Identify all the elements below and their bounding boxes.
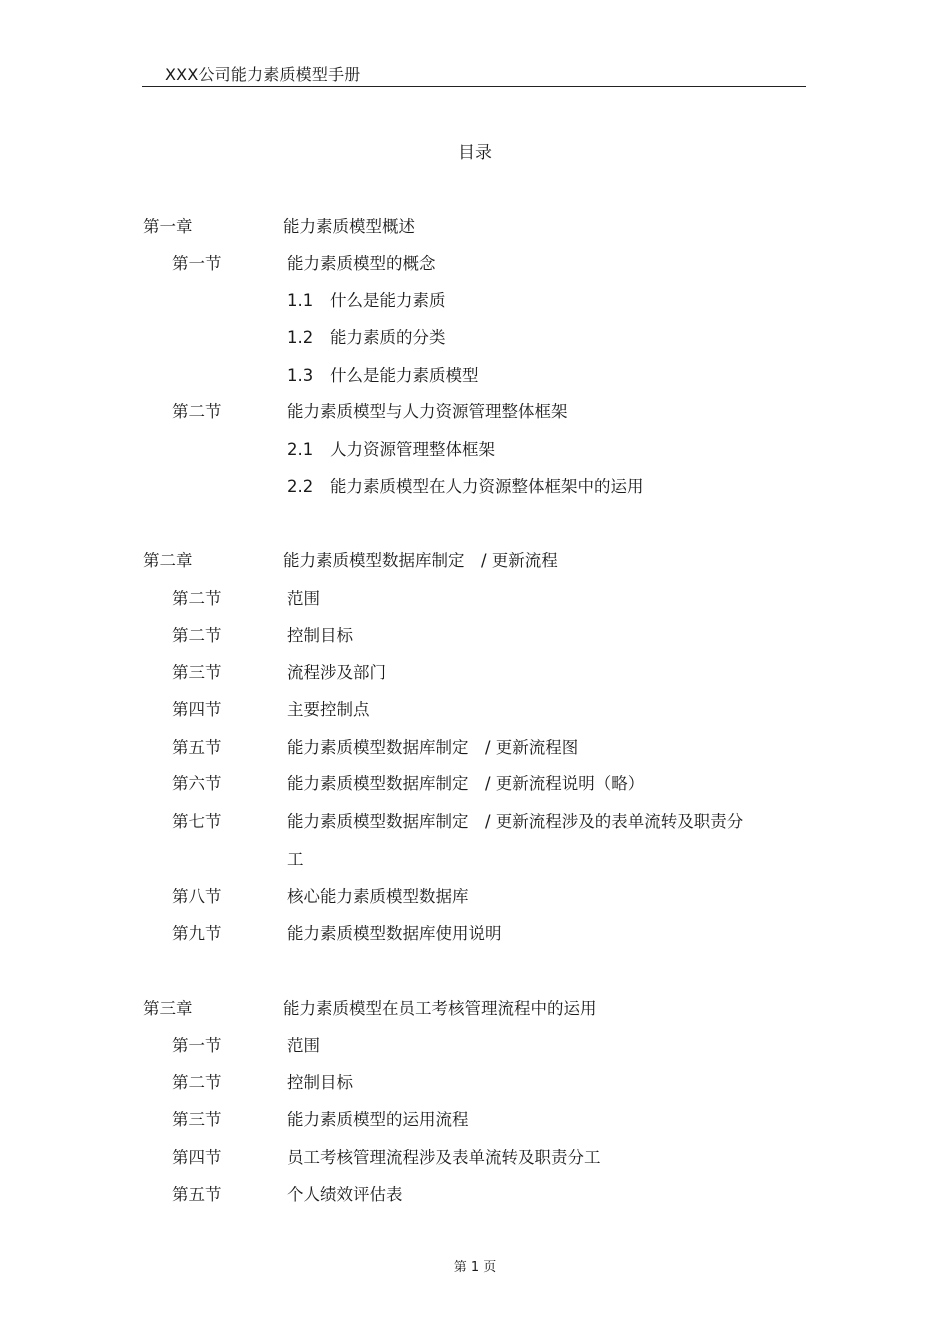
toc-entry-section [0,1147,950,1169]
toc-entry-label: 第三章 [143,999,193,1018]
toc-entry-label: 第一章 [143,217,193,236]
toc-entry-label: 第一节 [172,1036,222,1055]
toc-entry-title: 控制目标 [287,626,353,645]
toc-entry-title: 人力资源管理整体框架 [330,440,495,459]
toc-entry-label: 1.3 [287,366,314,385]
toc-entry-label: 第二节 [172,402,222,421]
toc-entry-sub [0,290,950,312]
toc-entry-title: 能力素质模型数据库制定 / 更新流程 [283,551,558,570]
toc-entry-title: 工 [287,850,304,869]
toc-entry-title: 能力素质模型在人力资源整体框架中的运用 [330,477,644,496]
toc-entry-label: 第四节 [172,700,222,719]
toc-entry-cont [0,849,950,871]
toc-entry-label: 第五节 [172,1185,222,1204]
toc-entry-section [0,923,950,945]
toc-entry-title: 能力素质模型数据库制定 / 更新流程说明（略） [287,774,645,793]
toc-entry-title: 范围 [287,1036,320,1055]
toc-entry-section [0,588,950,610]
toc-entry-chapter [0,998,950,1020]
toc-entry-title: 核心能力素质模型数据库 [287,887,469,906]
toc-entry-label: 第二节 [172,1073,222,1092]
toc-entry-section [0,625,950,647]
toc-entry-label: 第二章 [143,551,193,570]
toc-entry-title: 主要控制点 [287,700,370,719]
toc-entry-label: 第二节 [172,626,222,645]
toc-entry-label: 1.2 [287,328,314,347]
toc-entry-chapter [0,550,950,572]
toc-entry-section [0,886,950,908]
toc-entry-sub [0,439,950,461]
toc-entry-label: 第四节 [172,1148,222,1167]
toc-entry-section [0,737,950,759]
toc-entry-label: 第五节 [172,738,222,757]
toc-entry-section [0,1109,950,1131]
toc-entry-title: 能力素质模型与人力资源管理整体框架 [287,402,568,421]
toc-entry-title: 控制目标 [287,1073,353,1092]
toc-entry-title: 什么是能力素质 [330,291,446,310]
toc-entry-label: 2.1 [287,440,314,459]
toc-entry-title: 员工考核管理流程涉及表单流转及职责分工 [287,1148,601,1167]
page-header-title: XXX公司能力素质模型手册 [165,65,361,84]
toc-entry-title: 能力素质模型的运用流程 [287,1110,469,1129]
toc-entry-title: 能力素质模型数据库使用说明 [287,924,502,943]
toc-entry-label: 第一节 [172,254,222,273]
toc-entry-label: 第六节 [172,774,222,793]
toc-entry-label: 第二节 [172,589,222,608]
toc-entry-label: 第三节 [172,1110,222,1129]
toc-entry-title: 能力素质模型数据库制定 / 更新流程涉及的表单流转及职责分 [287,812,744,831]
toc-entry-label: 第九节 [172,924,222,943]
toc-entry-title: 能力素质模型在员工考核管理流程中的运用 [283,999,597,1018]
toc-entry-title: 范围 [287,589,320,608]
toc-entry-label: 1.1 [287,291,314,310]
toc-entry-section [0,1072,950,1094]
toc-entry-label: 2.2 [287,477,314,496]
toc-entry-title: 能力素质模型数据库制定 / 更新流程图 [287,738,579,757]
toc-entry-sub [0,365,950,387]
toc-entry-label: 第七节 [172,812,222,831]
page-number-footer: 第 1 页 [453,1260,497,1275]
toc-entry-section [0,773,950,795]
toc-entry-section [0,1035,950,1057]
toc-entry-section [0,253,950,275]
toc-entry-title: 能力素质模型的概念 [287,254,436,273]
toc-entry-section [0,1184,950,1206]
toc-entry-label: 第三节 [172,663,222,682]
toc-entry-section [0,662,950,684]
toc-entry-title: 流程涉及部门 [287,663,386,682]
toc-entry-sub [0,327,950,349]
toc-entry-section [0,699,950,721]
toc-entry-sub [0,476,950,498]
header-divider [142,86,806,87]
toc-entry-title: 能力素质模型概述 [283,217,415,236]
toc-entry-section [0,811,950,833]
toc-entry-label: 第八节 [172,887,222,906]
toc-entry-title: 个人绩效评估表 [287,1185,403,1204]
toc-heading: 目录 [458,143,492,163]
toc-entry-section [0,401,950,423]
toc-entry-title: 能力素质的分类 [330,328,446,347]
toc-entry-chapter [0,216,950,238]
toc-entry-title: 什么是能力素质模型 [330,366,479,385]
